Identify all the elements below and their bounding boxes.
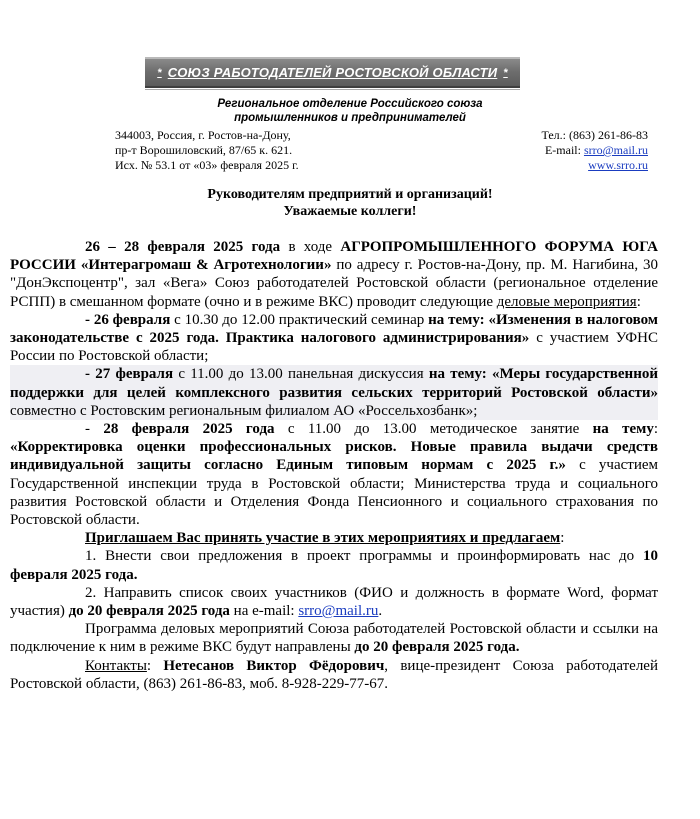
event-item xyxy=(10,365,658,420)
organization-name: СОЮЗ РАБОТОДАТЕЛЕЙ РОСТОВСКОЙ ОБЛАСТИ xyxy=(167,65,498,80)
invite-item-2-dot: . xyxy=(378,603,383,620)
contact-details: , вице-президент Союза работодателей Ростовской области, (863) 261-86-83, моб. 8-928-229-77-67. xyxy=(10,657,658,692)
invite-item-2 xyxy=(10,584,658,620)
contact-block xyxy=(541,128,648,173)
intro-text-2: по адресу г. Ростов-на-Дону, пр. М. Нагибина, 30 "ДонЭкспоцентр", зал «Вега» Союз работодателей Ростовской области (региональное отделение РСПП) в смешанном формате (очно и в режиме ВКС) проводит следующие xyxy=(10,257,658,310)
contact-name: Нетесанов Виктор Фёдорович xyxy=(163,657,385,674)
event-item xyxy=(10,311,658,366)
letter-body xyxy=(10,238,658,693)
address-line-1: 344003, Россия, г. Ростов-на-Дону, xyxy=(115,128,291,142)
contacts-label: Контакты xyxy=(85,657,147,674)
event-topic: «Изменения в налоговом законодательстве с 2025 года. Практика налогового администрирования» xyxy=(10,311,658,347)
event-date: - 26 февраля xyxy=(85,311,171,328)
invite-item-1-date: 10 февраля 2025 года. xyxy=(10,548,658,583)
event-topic-colon: : xyxy=(653,421,658,438)
invite-item-1-text: 1. Внести свои предложения в проект программы и проинформировать нас до xyxy=(85,548,643,565)
contacts-paragraph xyxy=(10,657,658,693)
program-date: до 20 февраля 2025 года. xyxy=(354,639,520,656)
organization-subtitle xyxy=(0,97,700,125)
program-paragraph xyxy=(10,620,658,656)
banner-shadow xyxy=(145,89,520,90)
subtitle-line-2: промышленников и предпринимателей xyxy=(234,112,466,124)
forum-dates: 26 – 28 февраля 2025 года xyxy=(85,239,281,255)
outgoing-number: Исх. № 53.1 от «03» февраля 2025 г. xyxy=(115,158,299,172)
phone: Тел.: (863) 261-86-83 xyxy=(541,128,648,142)
website-line xyxy=(541,158,648,173)
organization-banner xyxy=(145,57,520,88)
contacts-colon: : xyxy=(146,657,164,674)
event-date-prefix: - xyxy=(85,421,104,438)
event-topic: «Корректировка оценки профессиональных рисков. Новые правила выдачи средств индивидуальной защиты согласно Единым типовым нормам с 2025 г.» xyxy=(10,439,658,474)
event-date: - 27 февраля xyxy=(85,366,174,383)
program-text: Программа деловых мероприятий Союза работодателей Ростовской области и ссылки на подключение к ним в режиме ВКС будут направлены xyxy=(10,621,658,656)
invite-heading xyxy=(10,529,658,547)
greeting xyxy=(0,186,700,220)
invite-item-2-text: 2. Направить список своих участников (ФИО и должность в формате Word, формат участия) xyxy=(10,584,658,620)
website-link[interactable]: www.srro.ru xyxy=(588,158,648,172)
event-tail: с участием Государственной инспекции труда в Ростовской области; Министерства труда и социального развития Ростовской области и Отделения Фонда Пенсионного и социального страхования по Ростовской области. xyxy=(10,457,659,529)
email-link[interactable]: srro@mail.ru xyxy=(583,143,648,157)
event-topic-label: на тему xyxy=(592,421,654,438)
star-icon: * xyxy=(503,66,508,79)
event-topic: «Меры государственной поддержки для целей комплексного развития сельских территорий Ростовской области» xyxy=(10,366,658,401)
intro-text-1: в ходе xyxy=(280,239,341,255)
event-date: 28 февраля 2025 года xyxy=(103,421,275,438)
invite-email-link[interactable]: srro@mail.ru xyxy=(298,603,379,620)
event-time: с 10.30 до 12.00 практический семинар xyxy=(170,311,429,328)
forum-name: АГРОПРОМЫШЛЕННОГО ФОРУМА ЮГА РОССИИ «Интерагромаш & Агротехнологии» xyxy=(10,239,658,274)
email-label: E-mail: xyxy=(544,143,584,157)
address-line-2: пр-т Ворошиловский, 87/65 к. 621. xyxy=(115,143,293,157)
invite-item-2-tail: на e-mail: xyxy=(229,603,299,620)
intro-paragraph xyxy=(10,238,658,311)
events-heading: деловые мероприятия xyxy=(496,293,637,310)
event-tail: совместно с Ростовским региональным филиалом АО «Россельхозбанк»; xyxy=(10,402,478,419)
invite-item-2-date: до 20 февраля 2025 года xyxy=(68,603,230,620)
greeting-line-2: Уважаемые коллеги! xyxy=(283,204,417,219)
event-tail: с участием УФНС России по Ростовской области; xyxy=(10,330,658,365)
event-item xyxy=(10,420,658,529)
event-topic-label: на тему: xyxy=(428,366,487,383)
event-time: с 11.00 до 13.00 методическое занятие xyxy=(274,421,593,438)
star-icon: * xyxy=(157,66,162,79)
subtitle-line-1: Региональное отделение Российского союза xyxy=(217,98,483,110)
invite-heading-text: Приглашаем Вас принять участие в этих мероприятиях и предлагаем xyxy=(85,530,561,547)
invite-colon: : xyxy=(560,530,565,547)
invite-item-1 xyxy=(10,547,658,583)
greeting-line-1: Руководителям предприятий и организаций! xyxy=(207,187,493,202)
postal-address xyxy=(115,128,299,173)
intro-colon: : xyxy=(636,293,641,310)
event-topic-label: на тему: xyxy=(428,311,485,328)
email-line xyxy=(541,143,648,158)
event-time: с 11.00 до 13.00 панельная дискуссия xyxy=(173,366,429,383)
